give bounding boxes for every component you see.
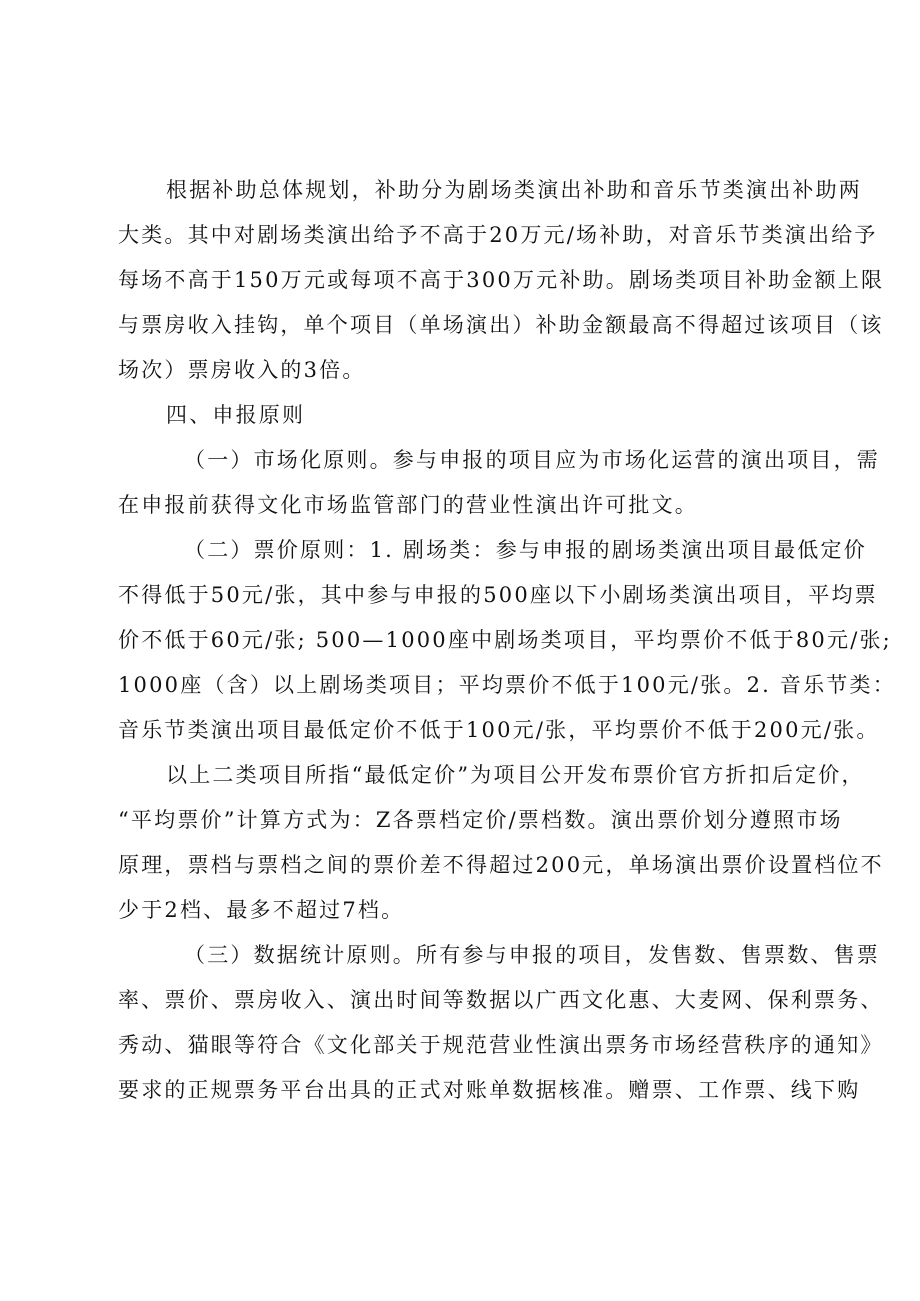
text-line: 秀动、猫眼等符合《文化部关于规范营业性演出票务市场经营秩序的通知》 <box>118 1033 884 1057</box>
text-line: 以上二类项目所指“最低定价”为项目公开发布票价官方折扣后定价， <box>166 763 865 787</box>
text-line: 率、票价、票房收入、演出时间等数据以广西文化惠、大麦网、保利票务、 <box>118 988 884 1012</box>
text-line: 与票房收入挂钩，单个项目（单场演出）补助金额最高不得超过该项目（该 <box>118 313 884 337</box>
text-line: 场次）票房收入的3倍。 <box>118 358 366 382</box>
text-line: （一）市场化原则。参与申报的项目应为市场化运营的演出项目，需 <box>184 448 880 472</box>
section-heading: 四、申报原则 <box>166 403 306 427</box>
text-line: 音乐节类演出项目最低定价不低于100元/张，平均票价不低于200元/张。 <box>118 718 880 742</box>
text-line: 原理，票档与票档之间的票价差不得超过200元，单场演出票价设置档位不 <box>118 853 884 877</box>
text-line: （三）数据统计原则。所有参与申报的项目，发售数、售票数、售票 <box>184 943 880 967</box>
text-line: 大类。其中对剧场类演出给予不高于20万元/场补助，对音乐节类演出给予 <box>118 223 878 247</box>
text-line: 根据补助总体规划，补助分为剧场类演出补助和音乐节类演出补助两 <box>166 178 862 202</box>
text-line: （二）票价原则：1. 剧场类：参与申报的剧场类演出项目最低定价 <box>184 538 867 562</box>
text-line: 价不低于60元/张; 500—1000座中剧场类项目，平均票价不低于80元/张; <box>118 628 892 652</box>
text-line: 在申报前获得文化市场监管部门的营业性演出许可批文。 <box>118 493 698 517</box>
document-body <box>118 168 896 1113</box>
text-line: 每场不高于150万元或每项不高于300万元补助。剧场类项目补助金额上限 <box>118 268 885 292</box>
text-line: 1000座（含）以上剧场类项目；平均票价不低于100元/张。2. 音乐节类： <box>118 673 896 697</box>
text-line: 不得低于50元/张，其中参与申报的500座以下小剧场类演出项目，平均票 <box>118 583 878 607</box>
text-line: “平均票价”计算方式为：Z各票档定价/票档数。演出票价划分遵照市场 <box>118 808 843 832</box>
text-line: 要求的正规票务平台出具的正式对账单数据核准。赠票、工作票、线下购 <box>118 1078 861 1102</box>
text-line: 少于2档、最多不超过7档。 <box>118 898 405 922</box>
